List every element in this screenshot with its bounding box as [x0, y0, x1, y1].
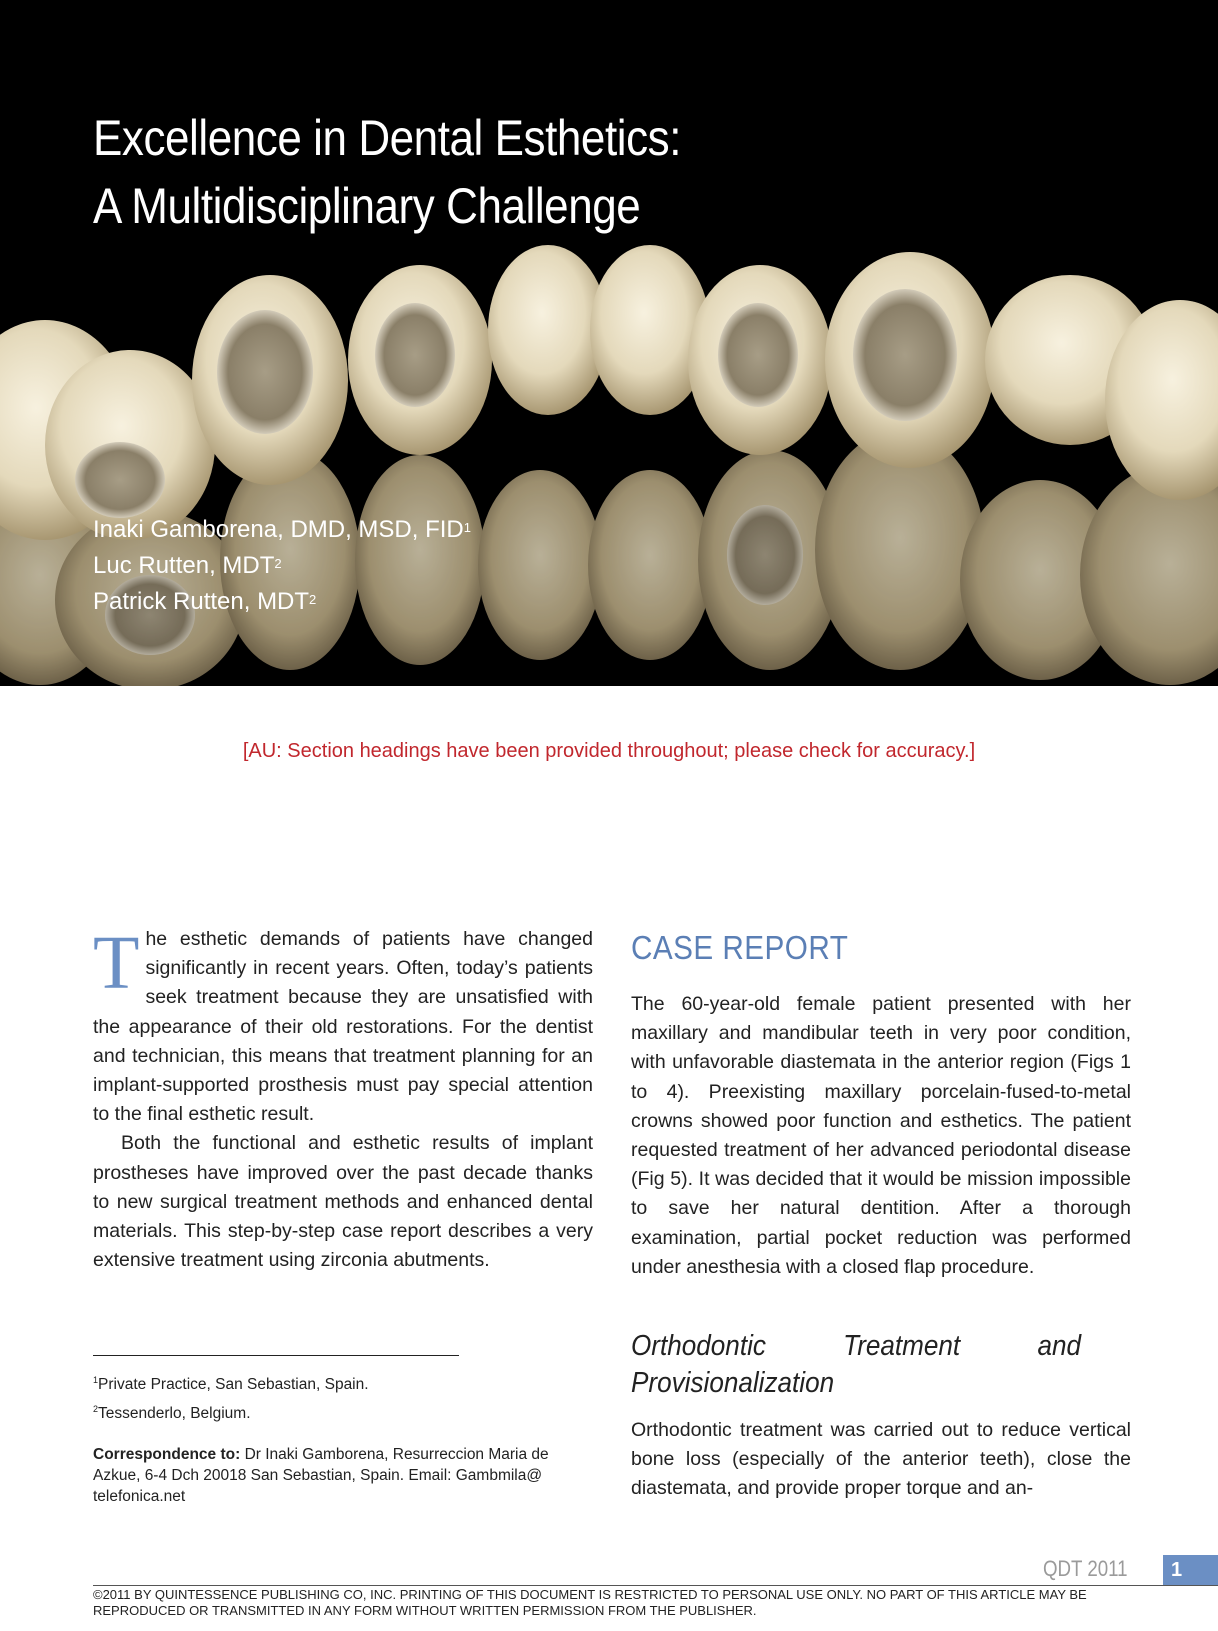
left-column [93, 921, 593, 1275]
journal-label: QDT 2011 [1043, 1556, 1128, 1581]
author-1: Inaki Gamborena, DMD, MSD, FID$^1$ [93, 516, 471, 543]
footnote-1: $^1$Private Practice, San Sebastian, Spain. [93, 1375, 369, 1394]
right-column [631, 928, 1131, 1504]
orthodontic-heading: Orthodontic Treatment and Provisionalization [631, 1330, 1081, 1400]
author-2: Luc Rutten, MDT$^2$ [93, 552, 282, 579]
title-line-2: A Multidisciplinary Challenge [93, 178, 641, 234]
drop-cap: T [93, 921, 140, 1005]
page-number: 1 [1163, 1555, 1218, 1585]
title-line-1: Excellence in Dental Esthetics: [93, 110, 681, 166]
footnotes [93, 1368, 369, 1426]
author-query-note: [AU: Section headings have been provided throughout; please check for accuracy.] [242, 740, 976, 762]
correspondence: Correspondence to: Dr Inaki Gamborena, Resurreccion Maria de Azkue, 6-4 Dch 20018 San Sebastian, Spain. Email: Gambmila@ telefonica.net [93, 1446, 549, 1505]
author-3: Patrick Rutten, MDT$^2$ [93, 588, 317, 615]
case-report-heading: CASE REPORT [631, 929, 849, 966]
case-report-paragraph: The 60-year-old female patient presented with her maxillary and mandibular teeth in very poor condition, with unfavorable diastemata in the anterior region (Figs 1 to 4). Preexisting maxillary porcelain-fused-to-metal crowns showed poor function and esthetics. The patient requested treatment of her advanced periodontal disease (Fig 5). It was decided that it would be mission impossible to save her natural dentition. After a thorough examination, partial pocket reduction was performed under anesthesia with a closed flap procedure. [631, 993, 1131, 1278]
copyright-notice: ©2011 BY QUINTESSENCE PUBLISHING CO, INC. PRINTING OF THIS DOCUMENT IS RESTRICTED TO PERSONAL USE ONLY. NO PART OF THIS ARTICLE MAY BE REPRODUCED OR TRANSMITTED IN ANY FORM WITHOUT WRITTEN PERMISSION FROM THE PUBLISHER. [93, 1587, 1087, 1618]
hero-photo [0, 0, 1218, 686]
footnote-2: $^2$Tessenderlo, Belgium. [93, 1404, 251, 1423]
orthodontic-paragraph: Orthodontic treatment was carried out to reduce vertical bone loss (especially of the anterior teeth), close the diastemata, and provide proper torque and an- [631, 1419, 1131, 1500]
intro-paragraph-2: Both the functional and esthetic results of implant prostheses have improved over the past decade thanks to new surgical treatment methods and enhanced dental materials. This step-by-step case report describes a very extensive treatment using zirconia abutments. [93, 1132, 593, 1272]
footer-divider [93, 1585, 1218, 1586]
footnote-divider [93, 1355, 459, 1356]
intro-paragraph-1: The esthetic demands of patients have changed significantly in recent years. Often, today’s patients seek treatment because they are unsatisfied with the appearance of their old restorations. For the dentist and technician, this means that treatment planning for an implant-supported prosthesis must pay special attention to the final esthetic result. [93, 921, 593, 1126]
author-list [93, 512, 471, 620]
article-title [93, 104, 681, 240]
